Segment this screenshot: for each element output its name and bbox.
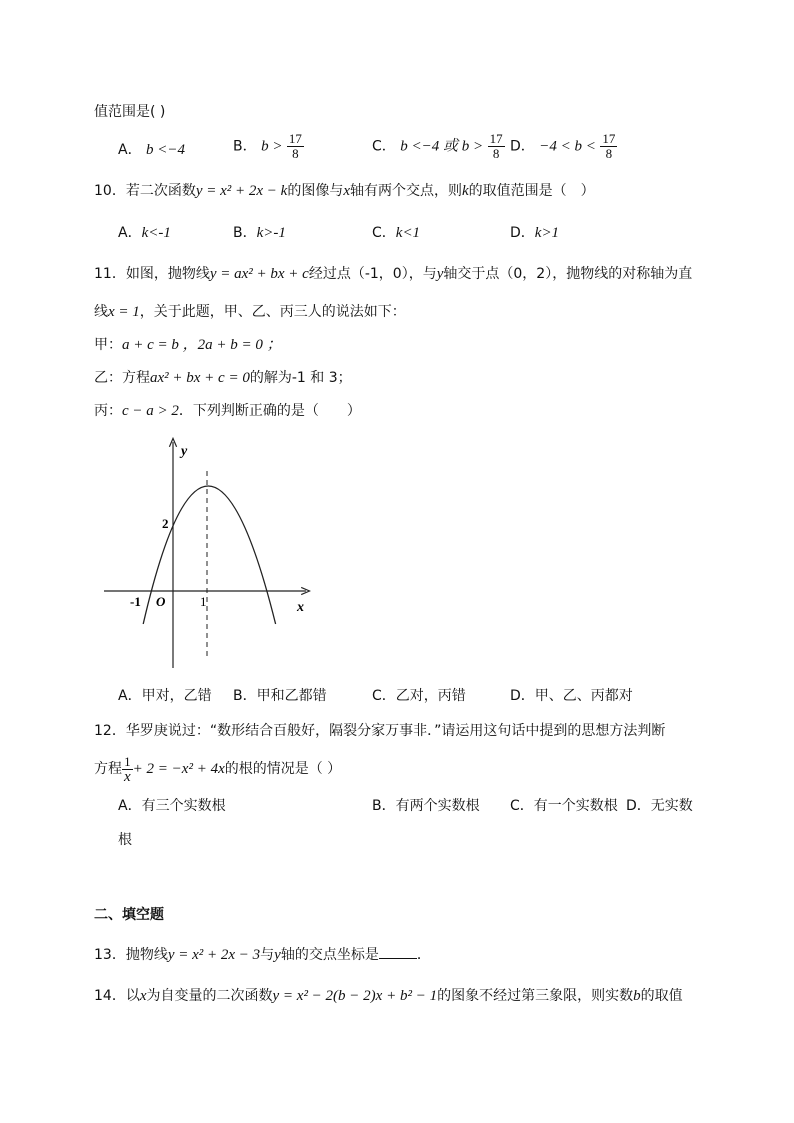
q12-stem-line2 (94, 752, 341, 786)
function-expr: y = x² + 2x − 3 (167, 947, 261, 963)
q11-yi-statement (94, 368, 352, 388)
parabola-graph (96, 436, 326, 676)
q11-option-c[interactable]: C．乙对，丙错 (372, 688, 466, 704)
question-number: 14． (94, 988, 126, 1004)
statement-expr: a + c = b ，2a + b = 0 ； (122, 337, 282, 353)
fraction: $\frac{1}{x}$ (124, 753, 131, 785)
statement-expr: ax² + bx + c = 0 (150, 370, 250, 386)
origin-label: O (156, 594, 166, 609)
stem-text: 与 (260, 947, 275, 963)
q9-option-c[interactable] (372, 132, 505, 161)
stem-text: 线 (94, 304, 108, 320)
stem-text: 如图，抛物线 (125, 266, 210, 282)
statement-expr: c − a > 2 (122, 403, 179, 419)
section-title: 二、填空题 (94, 907, 164, 923)
axis-var: y (436, 266, 444, 282)
neg-one-label: -1 (130, 594, 141, 609)
q10-option-c[interactable] (372, 223, 420, 243)
q14-stem (94, 986, 683, 1006)
option-label: B． (233, 225, 257, 241)
stem-text: 以 (125, 988, 140, 1004)
option-label: D． (510, 138, 535, 155)
option-label: A． (118, 142, 142, 158)
q11-stem-line2 (94, 302, 406, 322)
stem-text: 若二次函数 (125, 183, 196, 199)
q10-option-a[interactable] (118, 223, 171, 243)
stem-text: 经过点（-1，0），与 (308, 266, 437, 282)
stem-text: 的取值范围是（ ） (468, 183, 595, 199)
q10-option-d[interactable] (510, 223, 559, 243)
fraction: $\frac{17}{8}$ (288, 131, 302, 161)
axis-expr: x = 1 (108, 304, 140, 320)
y-axis-label: y (181, 444, 188, 459)
stem-text: 轴的交点坐标是 (280, 947, 379, 963)
option-label: D． (510, 225, 535, 241)
x-axis-label: x (297, 600, 304, 615)
q11-bing-statement (94, 401, 361, 421)
q9-option-d[interactable] (510, 132, 617, 161)
stem-text: ． (416, 947, 431, 963)
q9-option-a[interactable] (118, 140, 185, 160)
stem-text: ，关于此题，甲、乙、丙三人的说法如下： (139, 304, 406, 320)
q10-stem (94, 181, 595, 201)
function-expr: y = ax² + bx + c (209, 266, 309, 282)
stem-text: 的图象不经过第三象限，则实数 (437, 988, 634, 1004)
q12-option-a[interactable]: A．有三个实数根 (118, 798, 226, 814)
q13-stem (94, 944, 431, 965)
stem-text: 的根的情况是（ ） (224, 761, 342, 777)
var: x (139, 988, 147, 1004)
question-number: 13． (94, 947, 126, 963)
q11-option-d[interactable]: D．甲、乙、丙都对 (510, 688, 633, 704)
answer-blank[interactable] (379, 944, 417, 959)
option-label: C． (372, 225, 396, 241)
q11-option-a[interactable]: A．甲对，乙错 (118, 688, 212, 704)
var: k (462, 183, 469, 199)
stem-text: 轴交于点（0，2），抛物线的对称轴为直 (443, 266, 693, 282)
question-number: 10． (94, 183, 126, 199)
q12-option-d[interactable]: D．无实数 (626, 798, 693, 814)
q12-option-d-wrap: 根 (118, 832, 132, 848)
function-expr: y = x² + 2x − k (195, 183, 288, 199)
statement-label: 丙： (94, 403, 122, 419)
stem-text: 为自变量的二次函数 (146, 988, 273, 1004)
stem-text: 轴有两个交点，则 (350, 183, 462, 199)
option-label: B． (233, 138, 257, 155)
statement-text: 的解为-1 和 3； (249, 370, 352, 386)
stem-text: 方程 (94, 761, 122, 777)
stem-text: 的取值 (640, 988, 683, 1004)
q11-jia-statement (94, 335, 282, 355)
option-expr: k>-1 (256, 225, 286, 241)
q11-option-b[interactable]: B．甲和乙都错 (233, 688, 327, 704)
option-expr: k>1 (534, 225, 560, 241)
question-number: 11． (94, 266, 126, 282)
option-label: C． (372, 138, 396, 155)
statement-label: 甲： (94, 337, 122, 353)
two-label: 2 (162, 516, 169, 531)
q9-tail: 值范围是( ) (94, 104, 166, 120)
axis-var: x (343, 183, 350, 199)
q9-option-b[interactable] (233, 132, 304, 161)
axis-var: y (274, 947, 281, 963)
fraction: $\frac{17}{8}$ (489, 131, 503, 161)
option-expr: b <−4 (146, 142, 186, 158)
option-expr: k<-1 (141, 225, 171, 241)
q10-option-b[interactable] (233, 223, 286, 243)
option-label: A． (118, 225, 142, 241)
option-expr: b > (261, 138, 283, 155)
fraction: $\frac{17}{8}$ (602, 131, 616, 161)
equation-expr: + 2 = −x² + 4x (132, 761, 225, 777)
var: b (633, 988, 641, 1004)
stem-text: 的图像与 (287, 183, 344, 199)
function-expr: y = x² − 2(b − 2)x + b² − 1 (272, 988, 438, 1004)
statement-text: ．下列判断正确的是（ ） (178, 403, 361, 419)
question-number: 12． (94, 723, 126, 739)
stem-text: 华罗庚说过：“数形结合百般好，隔裂分家万事非．”请运用这句话中提到的思想方法判断 (125, 723, 666, 739)
option-expr: b <−4 或 b > (400, 138, 484, 155)
one-label: 1 (200, 594, 207, 609)
q12-stem-line1 (94, 721, 665, 741)
q12-option-b[interactable]: B．有两个实数根 (372, 798, 480, 814)
option-expr: k<1 (395, 225, 421, 241)
q11-stem-line1 (94, 264, 692, 284)
option-expr: −4 < b < (539, 138, 596, 155)
statement-label: 乙：方程 (94, 370, 150, 386)
q12-option-c[interactable]: C．有一个实数根 (510, 798, 618, 814)
stem-text: 抛物线 (125, 947, 168, 963)
